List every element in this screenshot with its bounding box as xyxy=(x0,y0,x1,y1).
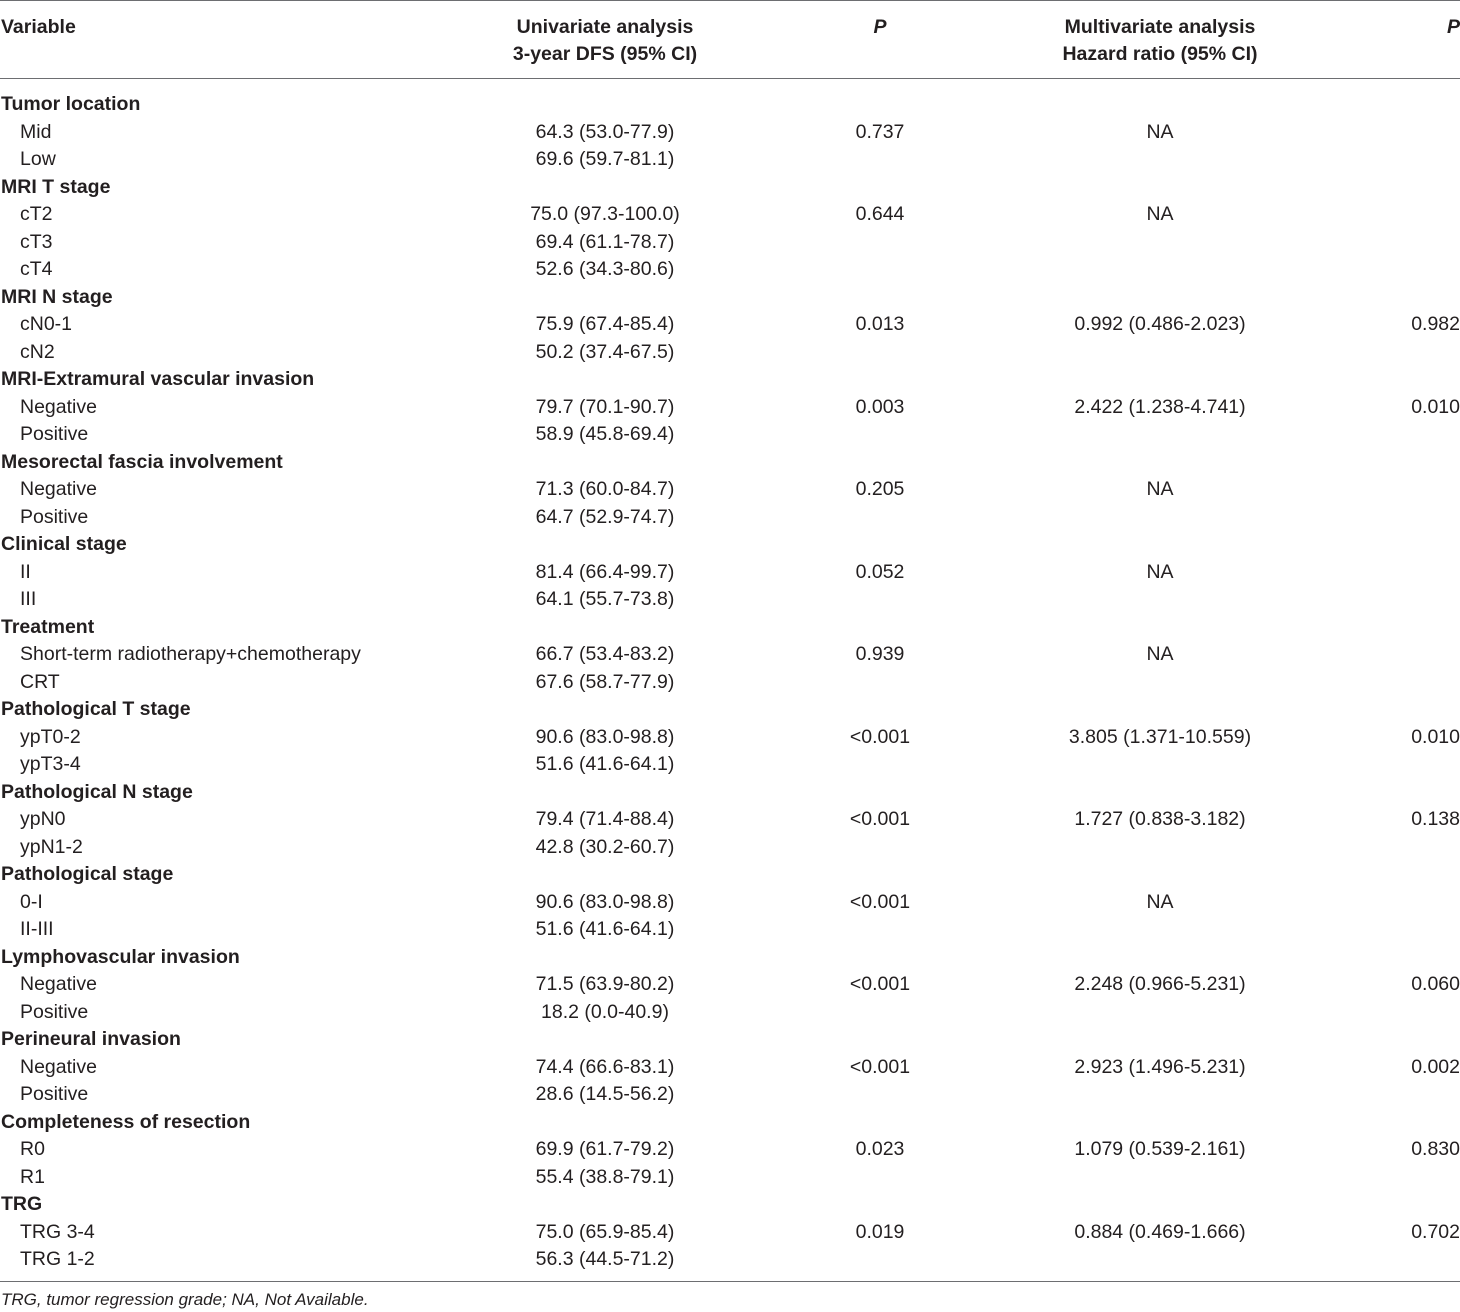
group-header-row xyxy=(0,614,1460,642)
p-value-cell: 0.003 xyxy=(855,395,905,418)
p-value-cell: 0.052 xyxy=(855,560,905,583)
row-label: cT3 xyxy=(20,230,53,253)
multivariate-p-cell xyxy=(1370,421,1460,449)
table-row xyxy=(0,559,1460,587)
hazard-ratio-cell xyxy=(950,751,1370,779)
multivariate-p-cell xyxy=(1370,119,1460,147)
hazard-ratio-cell: NA xyxy=(1146,890,1174,913)
table-row xyxy=(0,476,1460,504)
row-label: ypN1-2 xyxy=(20,835,83,858)
dfs-cell: 64.1 (55.7-73.8) xyxy=(535,588,675,610)
p-value-cell: <0.001 xyxy=(849,1055,911,1078)
dfs-cell: 75.9 (67.4-85.4) xyxy=(535,313,675,335)
hazard-ratio-cell xyxy=(950,1164,1370,1192)
row-label: ypT0-2 xyxy=(20,725,81,748)
multivariate-p-cell xyxy=(1370,641,1460,669)
table-row xyxy=(0,1054,1460,1082)
p-value-cell xyxy=(810,1246,950,1274)
group-header-row xyxy=(0,1026,1460,1054)
multivariate-p-cell: 0.060 xyxy=(1411,973,1460,995)
group-header-row xyxy=(0,366,1460,394)
row-label: cT2 xyxy=(20,203,53,225)
table-row xyxy=(0,311,1460,339)
dfs-cell: 51.6 (41.6-64.1) xyxy=(535,753,675,775)
p-value-cell xyxy=(810,421,950,449)
row-label: Positive xyxy=(20,1083,89,1105)
table-row xyxy=(0,339,1460,367)
multivariate-p-cell: 0.010 xyxy=(1411,395,1460,418)
multivariate-p-cell xyxy=(1370,1246,1460,1274)
table-row xyxy=(0,751,1460,779)
table-row xyxy=(0,1136,1460,1164)
p-value-cell: 0.023 xyxy=(855,1138,905,1160)
row-label: cN2 xyxy=(20,340,55,363)
group-header-row xyxy=(0,944,1460,972)
dfs-cell: 67.6 (58.7-77.9) xyxy=(535,670,675,693)
header-univariate-line1: Univariate analysis xyxy=(516,16,694,38)
table-body xyxy=(0,79,1460,1274)
p-value-cell xyxy=(810,1164,950,1192)
hazard-ratio-cell xyxy=(950,916,1370,944)
header-p-univariate: P xyxy=(873,16,887,38)
row-label: Positive xyxy=(20,423,89,445)
header-variable: Variable xyxy=(1,16,76,38)
hazard-ratio-cell xyxy=(950,1081,1370,1109)
table-row xyxy=(0,1219,1460,1247)
hazard-ratio-cell xyxy=(950,586,1370,614)
hazard-ratio-cell xyxy=(950,834,1370,862)
group-header-row xyxy=(0,174,1460,202)
group-title: MRI T stage xyxy=(1,175,111,198)
multivariate-p-cell xyxy=(1370,916,1460,944)
dfs-cell: 79.4 (71.4-88.4) xyxy=(535,808,675,830)
multivariate-p-cell xyxy=(1370,1081,1460,1109)
hazard-ratio-cell: NA xyxy=(1146,203,1174,225)
table-row xyxy=(0,834,1460,862)
row-label: Negative xyxy=(20,1055,97,1078)
multivariate-p-cell: 0.138 xyxy=(1411,808,1460,830)
p-value-cell: <0.001 xyxy=(849,725,911,748)
p-value-cell xyxy=(810,916,950,944)
hazard-ratio-cell xyxy=(950,421,1370,449)
hazard-ratio-cell: 0.884 (0.469-1.666) xyxy=(1074,1220,1246,1243)
table-row xyxy=(0,1164,1460,1192)
row-label: cN0-1 xyxy=(20,313,73,335)
multivariate-p-cell xyxy=(1370,999,1460,1027)
multivariate-p-cell xyxy=(1370,586,1460,614)
multivariate-p-cell xyxy=(1370,1164,1460,1192)
dfs-cell: 90.6 (83.0-98.8) xyxy=(535,725,675,748)
multivariate-p-cell xyxy=(1370,146,1460,174)
multivariate-p-cell xyxy=(1370,834,1460,862)
hazard-ratio-cell: NA xyxy=(1146,120,1174,143)
p-value-cell xyxy=(810,669,950,697)
table-row xyxy=(0,256,1460,284)
row-label: 0-I xyxy=(20,890,43,913)
group-title: Treatment xyxy=(1,615,95,638)
table-row xyxy=(0,1246,1460,1274)
p-value-cell: 0.939 xyxy=(855,643,905,665)
table-row xyxy=(0,641,1460,669)
p-value-cell: <0.001 xyxy=(849,808,911,830)
p-value-cell xyxy=(810,256,950,284)
table-row xyxy=(0,201,1460,229)
dfs-cell: 28.6 (14.5-56.2) xyxy=(535,1083,675,1105)
table-row xyxy=(0,229,1460,257)
hazard-ratio-cell: 2.248 (0.966-5.231) xyxy=(1074,973,1246,995)
multivariate-p-cell xyxy=(1370,256,1460,284)
hazard-ratio-cell xyxy=(950,1246,1370,1274)
multivariate-p-cell: 0.002 xyxy=(1411,1055,1460,1078)
dfs-cell: 69.6 (59.7-81.1) xyxy=(535,148,675,170)
table-row xyxy=(0,999,1460,1027)
row-label: ypN0 xyxy=(20,808,66,830)
row-label: TRG 1-2 xyxy=(20,1248,95,1270)
header-univariate xyxy=(400,1,810,79)
dfs-cell: 79.7 (70.1-90.7) xyxy=(535,395,675,418)
header-multivariate xyxy=(950,1,1370,79)
row-label: Negative xyxy=(20,478,97,500)
group-title: Lymphovascular invasion xyxy=(1,945,240,968)
row-label: R1 xyxy=(20,1165,45,1188)
row-label: R0 xyxy=(20,1138,45,1160)
table-row xyxy=(0,806,1460,834)
p-value-cell xyxy=(810,504,950,532)
p-value-cell xyxy=(810,999,950,1027)
row-label: II xyxy=(20,560,31,583)
group-header-row xyxy=(0,696,1460,724)
dfs-cell: 55.4 (38.8-79.1) xyxy=(535,1165,675,1188)
table-row xyxy=(0,669,1460,697)
table-row xyxy=(0,394,1460,422)
group-title: Pathological N stage xyxy=(1,780,193,803)
table-row xyxy=(0,1081,1460,1109)
p-value-cell xyxy=(810,146,950,174)
row-label: Positive xyxy=(20,1000,89,1023)
table-row xyxy=(0,146,1460,174)
p-value-cell: <0.001 xyxy=(849,973,911,995)
dfs-cell: 69.4 (61.1-78.7) xyxy=(535,230,675,253)
p-value-cell: <0.001 xyxy=(849,890,911,913)
hazard-ratio-cell: NA xyxy=(1146,478,1174,500)
table-row xyxy=(0,971,1460,999)
p-value-cell: 0.013 xyxy=(855,313,905,335)
dfs-cell: 64.7 (52.9-74.7) xyxy=(535,505,675,528)
group-header-row xyxy=(0,1191,1460,1219)
dfs-cell: 90.6 (83.0-98.8) xyxy=(535,890,675,913)
group-title: Tumor location xyxy=(1,93,141,115)
p-value-cell: 0.019 xyxy=(855,1220,905,1243)
table-row xyxy=(0,724,1460,752)
dfs-cell: 74.4 (66.6-83.1) xyxy=(535,1055,675,1078)
hazard-ratio-cell xyxy=(950,229,1370,257)
hazard-ratio-cell: 2.422 (1.238-4.741) xyxy=(1074,395,1246,418)
group-title: Perineural invasion xyxy=(1,1028,181,1050)
hazard-ratio-cell xyxy=(950,339,1370,367)
multivariate-p-cell xyxy=(1370,889,1460,917)
dfs-cell: 52.6 (34.3-80.6) xyxy=(535,258,675,280)
p-value-cell: 0.644 xyxy=(855,203,905,225)
row-label: cT4 xyxy=(20,258,53,280)
group-title: Completeness of resection xyxy=(1,1110,251,1133)
row-label: Mid xyxy=(20,120,52,143)
dfs-cell: 56.3 (44.5-71.2) xyxy=(535,1248,675,1270)
header-univariate-line2: 3-year DFS (95% CI) xyxy=(512,43,698,65)
dfs-cell: 51.6 (41.6-64.1) xyxy=(535,918,675,940)
dfs-cell: 71.5 (63.9-80.2) xyxy=(535,973,675,995)
multivariate-p-cell xyxy=(1370,229,1460,257)
hazard-ratio-cell: 3.805 (1.371-10.559) xyxy=(1068,725,1252,748)
group-title: TRG xyxy=(1,1193,43,1215)
p-value-cell xyxy=(810,339,950,367)
header-p-multivariate: P xyxy=(1446,16,1460,38)
dfs-cell: 75.0 (65.9-85.4) xyxy=(535,1220,675,1243)
multivariate-p-cell xyxy=(1370,559,1460,587)
p-value-cell xyxy=(810,1081,950,1109)
dfs-cell: 66.7 (53.4-83.2) xyxy=(535,643,675,665)
header-multivariate-line2: Hazard ratio (95% CI) xyxy=(1062,43,1258,65)
p-value-cell xyxy=(810,751,950,779)
group-header-row xyxy=(0,449,1460,477)
hazard-ratio-cell: 0.992 (0.486-2.023) xyxy=(1074,313,1246,335)
table-row xyxy=(0,421,1460,449)
row-label: CRT xyxy=(20,670,60,693)
dfs-cell: 58.9 (45.8-69.4) xyxy=(535,423,675,445)
multivariate-p-cell xyxy=(1370,339,1460,367)
multivariate-p-cell xyxy=(1370,201,1460,229)
group-title: Clinical stage xyxy=(1,533,127,555)
p-value-cell: 0.737 xyxy=(855,120,905,143)
p-value-cell xyxy=(810,834,950,862)
group-header-row xyxy=(0,79,1460,119)
group-title: Pathological stage xyxy=(1,863,174,885)
group-header-row xyxy=(0,861,1460,889)
dfs-cell: 18.2 (0.0-40.9) xyxy=(541,1000,669,1023)
p-value-cell: 0.205 xyxy=(855,478,905,500)
group-header-row xyxy=(0,284,1460,312)
table-row xyxy=(0,119,1460,147)
group-title: MRI-Extramural vascular invasion xyxy=(1,368,315,390)
hazard-ratio-cell: 1.079 (0.539-2.161) xyxy=(1074,1138,1246,1160)
multivariate-p-cell xyxy=(1370,476,1460,504)
table-row xyxy=(0,916,1460,944)
hazard-ratio-cell xyxy=(950,669,1370,697)
hazard-ratio-cell xyxy=(950,256,1370,284)
group-title: Mesorectal fascia involvement xyxy=(1,450,283,473)
group-title: MRI N stage xyxy=(1,285,113,308)
hazard-ratio-cell: NA xyxy=(1146,643,1174,665)
dfs-cell: 64.3 (53.0-77.9) xyxy=(535,120,675,143)
table-footnote: TRG, tumor regression grade; NA, Not Available. xyxy=(1,1290,369,1309)
group-header-row xyxy=(0,1109,1460,1137)
multivariate-p-cell: 0.830 xyxy=(1411,1138,1460,1160)
dfs-cell: 75.0 (97.3-100.0) xyxy=(530,203,680,225)
hazard-ratio-cell: 1.727 (0.838-3.182) xyxy=(1074,808,1246,830)
row-label: ypT3-4 xyxy=(20,753,81,775)
group-title: Pathological T stage xyxy=(1,698,191,720)
dfs-cell: 71.3 (60.0-84.7) xyxy=(535,478,675,500)
table-row xyxy=(0,889,1460,917)
hazard-ratio-cell xyxy=(950,504,1370,532)
hazard-ratio-cell: 2.923 (1.496-5.231) xyxy=(1074,1055,1246,1078)
header-multivariate-line1: Multivariate analysis xyxy=(1064,16,1256,38)
row-label: Low xyxy=(20,148,56,170)
dfs-cell: 69.9 (61.7-79.2) xyxy=(535,1138,675,1160)
bottom-rule xyxy=(0,1281,1460,1282)
row-label: Negative xyxy=(20,395,97,418)
table-row xyxy=(0,504,1460,532)
p-value-cell xyxy=(810,229,950,257)
hazard-ratio-cell xyxy=(950,999,1370,1027)
row-label: III xyxy=(20,588,37,610)
hazard-ratio-cell xyxy=(950,146,1370,174)
multivariate-p-cell: 0.010 xyxy=(1411,725,1460,748)
hazard-ratio-cell: NA xyxy=(1146,560,1174,583)
p-value-cell xyxy=(810,586,950,614)
dfs-cell: 42.8 (30.2-60.7) xyxy=(535,835,675,858)
group-header-row xyxy=(0,531,1460,559)
multivariate-p-cell xyxy=(1370,669,1460,697)
multivariate-p-cell: 0.702 xyxy=(1411,1220,1460,1243)
multivariate-p-cell: 0.982 xyxy=(1411,313,1460,335)
multivariate-p-cell xyxy=(1370,751,1460,779)
row-label: Positive xyxy=(20,505,89,528)
table-header xyxy=(0,1,1460,79)
row-label: Negative xyxy=(20,973,97,995)
row-label: II-III xyxy=(20,918,54,940)
dfs-cell: 50.2 (37.4-67.5) xyxy=(535,340,675,363)
group-header-row xyxy=(0,779,1460,807)
table-row xyxy=(0,586,1460,614)
multivariate-p-cell xyxy=(1370,504,1460,532)
row-label: Short-term radiotherapy+chemotherapy xyxy=(20,643,361,665)
row-label: TRG 3-4 xyxy=(20,1220,95,1243)
dfs-cell: 81.4 (66.4-99.7) xyxy=(535,560,675,583)
